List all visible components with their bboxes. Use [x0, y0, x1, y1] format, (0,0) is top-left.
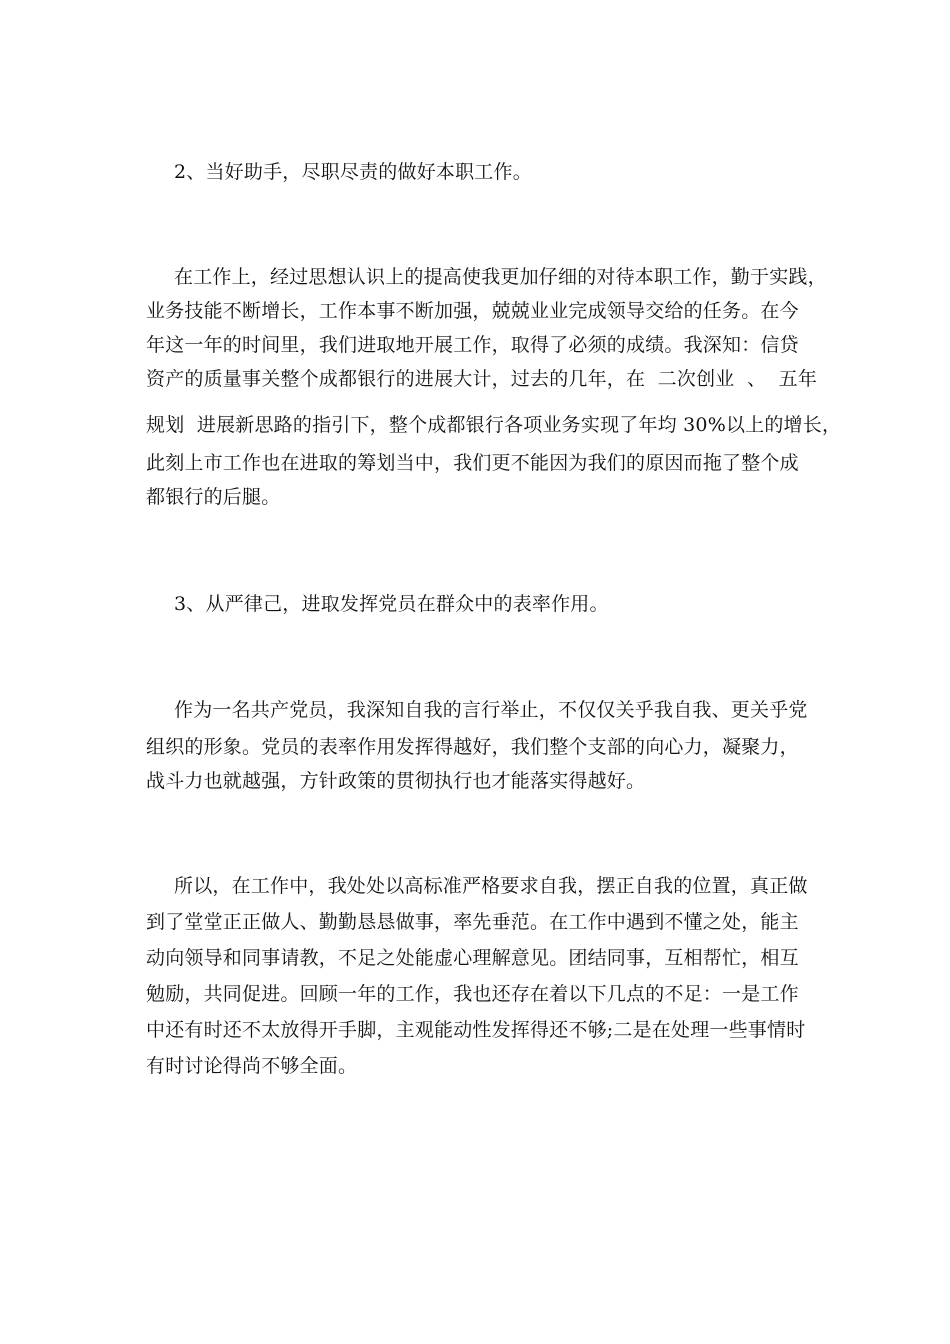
- paragraph-line: 动向领导和同事请教，不足之处能虚心理解意见。团结同事，互相帮忙，相互: [146, 947, 799, 969]
- paragraph-line: 都银行的后腿。: [146, 486, 281, 508]
- paragraph-line: 此刻上市工作也在进取的筹划当中，我们更不能因为我们的原因而拖了整个成: [146, 452, 799, 474]
- paragraph-line: 战斗力也就越强，方针政策的贯彻执行也才能落实得越好。: [146, 770, 646, 792]
- paragraph-line: 业务技能不断增长，工作本事不断加强，兢兢业业完成领导交给的任务。在今: [146, 300, 799, 322]
- paragraph-line: 作为一名共产党员，我深知自我的言行举止，不仅仅关乎我自我、更关乎党: [174, 699, 808, 721]
- paragraph-line: 有时讨论得尚不够全面。: [146, 1055, 358, 1077]
- section-heading-3: 3、从严律己，进取发挥党员在群众中的表率作用。: [174, 593, 609, 615]
- paragraph-line: 资产的质量事关整个成都银行的进展大计，过去的几年，在 二次创业 、 五年: [146, 368, 818, 390]
- paragraph-line: 到了堂堂正正做人、勤勤恳恳做事，率先垂范。在工作中遇到不懂之处，能主: [146, 911, 799, 933]
- paragraph-line: 中还有时还不太放得开手脚，主观能动性发挥得还不够;二是在处理一些事情时: [146, 1019, 806, 1041]
- paragraph-line: 所以，在工作中，我处处以高标准严格要求自我，摆正自我的位置，真正做: [174, 875, 808, 897]
- paragraph-line: 勉励，共同促进。回顾一年的工作，我也还存在着以下几点的不足：一是工作: [146, 983, 799, 1005]
- paragraph-line: 在工作上，经过思想认识上的提高使我更加仔细的对待本职工作，勤于实践，: [174, 266, 827, 288]
- paragraph-line: 组织的形象。党员的表率作用发挥得越好，我们整个支部的向心力，凝聚力，: [146, 736, 799, 758]
- paragraph-line: 年这一年的时间里，我们进取地开展工作，取得了必须的成绩。我深知：信贷: [146, 334, 799, 356]
- section-heading-2: 2、当好助手，尽职尽责的做好本职工作。: [174, 161, 532, 183]
- paragraph-line: 规划 进展新思路的指引下，整个成都银行各项业务实现了年均 30%以上的增长，: [146, 414, 842, 436]
